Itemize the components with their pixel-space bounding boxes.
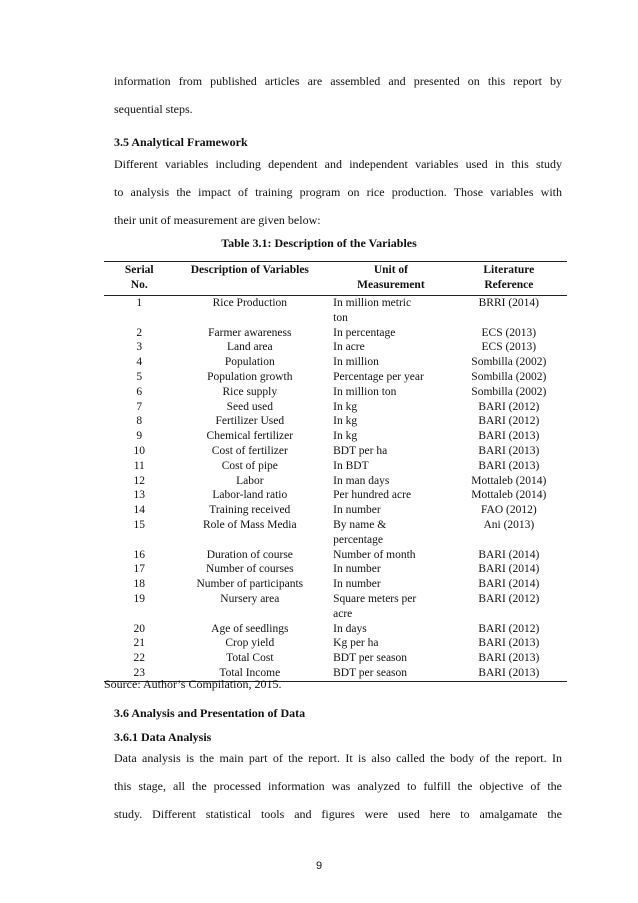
cell-unit (325, 488, 451, 503)
cell-description (174, 370, 325, 385)
cell-unit-text: In million ton (333, 385, 397, 398)
table-header-row (104, 262, 567, 296)
header-description: Description of Variables (190, 264, 309, 276)
table-row (104, 459, 567, 474)
cell-description (174, 459, 325, 474)
table-row (104, 548, 567, 563)
table-source: Source: Author’s Compilation, 2015. (104, 677, 282, 691)
cell-serial (104, 414, 174, 429)
table-row (104, 562, 567, 577)
cell-unit-text: In BDT (333, 459, 369, 472)
cell-unit-continuation: ton (333, 311, 348, 324)
cell-serial-text: 20 (133, 622, 145, 635)
cell-description (174, 636, 325, 651)
cell-description (174, 622, 325, 637)
cell-serial (104, 518, 174, 548)
cell-unit-text: In number (333, 563, 381, 576)
header-unit-line-2: Measurement (357, 279, 425, 291)
cell-serial (104, 400, 174, 415)
cell-reference-text: BARI (2013) (478, 652, 540, 665)
cell-serial (104, 385, 174, 400)
cell-description (174, 340, 325, 355)
cell-unit (325, 340, 451, 355)
cell-reference (451, 651, 567, 666)
cell-reference-text: BARI (2012) (478, 592, 540, 605)
cell-description-text: Nursery area (220, 592, 280, 605)
section-3-6-heading: 3.6 Analysis and Presentation of Data (114, 706, 306, 720)
cell-serial-text: 12 (133, 474, 145, 487)
cell-unit (325, 474, 451, 489)
cell-unit-text: In kg (333, 415, 358, 428)
cell-description-text: Labor (236, 474, 264, 487)
table-row (104, 370, 567, 385)
cell-serial-text: 22 (133, 652, 145, 665)
cell-reference (451, 459, 567, 474)
cell-description-text: Cost of pipe (221, 459, 278, 472)
cell-reference-text: Ani (2013) (483, 518, 535, 531)
cell-description-text: Population (224, 356, 275, 369)
header-reference-line-2: Reference (484, 279, 534, 291)
cell-description (174, 488, 325, 503)
cell-description (174, 577, 325, 592)
cell-unit (325, 518, 451, 548)
table-caption: Table 3.1: Description of the Variables (221, 236, 417, 250)
cell-serial-text: 3 (136, 341, 143, 354)
cell-description (174, 326, 325, 341)
cell-serial-text: 19 (133, 592, 145, 605)
cell-reference-text: Mottaleb (2014) (471, 474, 547, 487)
cell-description (174, 429, 325, 444)
cell-serial (104, 592, 174, 622)
cell-serial (104, 651, 174, 666)
cell-reference (451, 548, 567, 563)
section-3-5-paragraph (114, 150, 562, 234)
cell-unit-continuation: percentage (333, 533, 383, 546)
table-row (104, 622, 567, 637)
cell-description-text: Labor-land ratio (212, 489, 288, 502)
cell-reference (451, 636, 567, 651)
cell-reference-text: BARI (2013) (478, 444, 540, 457)
cell-serial (104, 636, 174, 651)
cell-unit (325, 577, 451, 592)
cell-unit-text: BDT per season (333, 652, 408, 665)
cell-unit-text: In kg (333, 430, 358, 443)
cell-serial-text: 4 (136, 356, 143, 369)
cell-description-text: Total Cost (226, 652, 274, 665)
cell-reference (451, 429, 567, 444)
cell-serial (104, 503, 174, 518)
cell-unit-text: BDT per ha (333, 444, 388, 457)
header-reference-line-1: Literature (483, 264, 535, 276)
cell-serial-text: 17 (133, 563, 145, 576)
intro-line-1: information from published articles are assembled and presented on this report by (114, 74, 562, 88)
cell-serial-text: 9 (136, 430, 143, 443)
section-3-5-heading: 3.5 Analytical Framework (114, 135, 248, 149)
table-row (104, 340, 567, 355)
cell-reference-text: BARI (2012) (478, 622, 540, 635)
cell-unit (325, 429, 451, 444)
intro-paragraph (114, 67, 562, 123)
cell-unit (325, 592, 451, 622)
cell-reference (451, 592, 567, 622)
cell-serial-text: 11 (133, 459, 145, 472)
table-row (104, 429, 567, 444)
cell-reference (451, 577, 567, 592)
cell-reference-text: BARI (2013) (478, 666, 540, 679)
cell-reference-text: ECS (2013) (481, 341, 537, 354)
cell-serial-text: 1 (136, 297, 143, 309)
header-serial-line-2: No. (130, 279, 148, 291)
cell-serial (104, 370, 174, 385)
cell-serial (104, 459, 174, 474)
cell-serial-text: 5 (136, 370, 143, 383)
cell-serial-text: 21 (133, 637, 145, 650)
cell-unit (325, 370, 451, 385)
cell-reference (451, 340, 567, 355)
cell-serial (104, 622, 174, 637)
table-body (104, 296, 567, 682)
cell-serial (104, 296, 174, 326)
cell-serial (104, 577, 174, 592)
cell-reference-text: ECS (2013) (481, 326, 537, 339)
cell-description (174, 548, 325, 563)
cell-serial-text: 6 (136, 385, 143, 398)
section-3-6-paragraph (114, 744, 562, 828)
cell-serial (104, 444, 174, 459)
cell-description-text: Fertilizer Used (215, 415, 285, 428)
section-3-6-line-1: Data analysis is the main part of the report. It is also called the body of the report. In (114, 751, 562, 765)
cell-unit (325, 400, 451, 415)
table-row (104, 577, 567, 592)
variables-table (104, 261, 567, 682)
cell-reference-text: Sombilla (2002) (471, 356, 547, 369)
cell-description (174, 444, 325, 459)
cell-description (174, 518, 325, 548)
cell-serial-text: 2 (136, 326, 143, 339)
cell-description (174, 400, 325, 415)
cell-serial-text: 10 (133, 444, 145, 457)
cell-unit-text: Number of month (333, 548, 416, 561)
cell-unit (325, 503, 451, 518)
cell-serial-text: 8 (136, 415, 143, 428)
cell-description-text: Crop yield (225, 637, 275, 650)
cell-unit (325, 666, 451, 681)
cell-unit-text: In kg (333, 400, 358, 413)
cell-serial-text: 18 (133, 578, 145, 591)
cell-description (174, 562, 325, 577)
cell-unit-text: In man days (333, 474, 390, 487)
cell-reference (451, 326, 567, 341)
cell-reference-text: FAO (2012) (480, 504, 537, 517)
cell-serial-text: 16 (133, 548, 145, 561)
table-row (104, 651, 567, 666)
section-3-5-line-3: their unit of measurement are given below: (114, 213, 321, 227)
cell-unit-text: By name & (333, 518, 387, 531)
cell-description-text: Number of courses (206, 563, 294, 576)
cell-unit-text: In acre (333, 341, 365, 354)
table-row (104, 414, 567, 429)
cell-unit (325, 636, 451, 651)
cell-reference (451, 444, 567, 459)
table-row (104, 592, 567, 622)
table-row (104, 518, 567, 548)
cell-description-text: Total Income (219, 666, 281, 679)
cell-reference-text: Sombilla (2002) (471, 370, 547, 383)
cell-description-text: Chemical fertilizer (206, 430, 294, 443)
cell-serial-text: 15 (133, 518, 145, 531)
cell-unit-text: BDT per season (333, 666, 408, 679)
header-serial (104, 262, 174, 296)
cell-unit (325, 326, 451, 341)
cell-reference (451, 666, 567, 681)
cell-unit-text: In million (333, 356, 379, 369)
cell-reference (451, 562, 567, 577)
cell-unit-text: In number (333, 504, 381, 517)
page-number: 9 (315, 860, 323, 872)
cell-reference-text: BARI (2014) (478, 548, 540, 561)
cell-reference (451, 622, 567, 637)
cell-unit (325, 562, 451, 577)
cell-reference (451, 503, 567, 518)
cell-serial-text: 7 (136, 400, 143, 413)
cell-reference-text: Mottaleb (2014) (471, 489, 547, 502)
cell-reference (451, 400, 567, 415)
cell-reference-text: BARI (2012) (478, 415, 540, 428)
table-row (104, 385, 567, 400)
cell-description (174, 592, 325, 622)
cell-serial (104, 562, 174, 577)
table-row (104, 636, 567, 651)
cell-description (174, 651, 325, 666)
cell-unit-text: In million metric (333, 297, 412, 309)
cell-serial (104, 474, 174, 489)
cell-unit-continuation: acre (333, 607, 353, 620)
cell-description-text: Training received (209, 504, 291, 517)
cell-serial (104, 488, 174, 503)
cell-unit (325, 296, 451, 326)
cell-reference-text: BRRI (2014) (478, 297, 540, 309)
cell-unit (325, 548, 451, 563)
cell-reference (451, 518, 567, 548)
table-row (104, 474, 567, 489)
header-unit (325, 262, 451, 296)
table-row (104, 488, 567, 503)
cell-unit-text: Per hundred acre (333, 489, 412, 502)
cell-serial (104, 355, 174, 370)
cell-serial-text: 14 (133, 504, 145, 517)
cell-description-text: Role of Mass Media (203, 518, 297, 531)
cell-reference-text: BARI (2013) (478, 430, 540, 443)
section-3-6-line-2: this stage, all the processed information was analyzed to fulfill the objective of the (114, 779, 562, 793)
cell-description-text: Farmer awareness (208, 326, 292, 339)
cell-unit (325, 651, 451, 666)
cell-unit (325, 444, 451, 459)
cell-description (174, 474, 325, 489)
cell-unit-text: Percentage per year (333, 370, 424, 383)
cell-unit (325, 414, 451, 429)
cell-reference (451, 296, 567, 326)
table-row (104, 326, 567, 341)
cell-serial (104, 326, 174, 341)
cell-reference (451, 488, 567, 503)
cell-reference-text: BARI (2012) (478, 400, 540, 413)
cell-reference-text: BARI (2014) (478, 578, 540, 591)
table-row (104, 355, 567, 370)
header-serial-line-1: Serial (124, 264, 154, 276)
cell-reference-text: Sombilla (2002) (471, 385, 547, 398)
cell-description-text: Cost of fertilizer (211, 444, 288, 457)
cell-unit (325, 459, 451, 474)
cell-description-text: Rice Production (212, 297, 288, 309)
cell-description (174, 503, 325, 518)
cell-reference (451, 414, 567, 429)
cell-reference (451, 370, 567, 385)
cell-description (174, 296, 325, 326)
cell-reference-text: BARI (2013) (478, 637, 540, 650)
section-3-6-1-subheading: 3.6.1 Data Analysis (114, 730, 212, 744)
section-3-5-line-2: to analysis the impact of training program on rice production. Those variables with (114, 185, 562, 199)
intro-line-2: sequential steps. (114, 102, 193, 116)
cell-description-text: Land area (226, 341, 273, 354)
table-row (104, 503, 567, 518)
cell-description-text: Age of seedlings (211, 622, 289, 635)
cell-description (174, 414, 325, 429)
cell-serial-text: 23 (133, 666, 145, 679)
cell-description-text: Seed used (226, 400, 273, 413)
header-reference (451, 262, 567, 296)
cell-reference-text: BARI (2013) (478, 459, 540, 472)
cell-unit-text: Kg per ha (333, 637, 379, 650)
cell-serial-text: 13 (133, 489, 145, 502)
cell-serial (104, 340, 174, 355)
cell-reference (451, 474, 567, 489)
cell-unit (325, 355, 451, 370)
section-3-6-line-3: study. Different statistical tools and figures were used here to amalgamate the (114, 807, 562, 821)
cell-unit (325, 385, 451, 400)
cell-unit-text: In percentage (333, 326, 396, 339)
cell-reference-text: BARI (2014) (478, 563, 540, 576)
cell-unit-text: In days (333, 622, 367, 635)
cell-unit-text: Square meters per (333, 592, 417, 605)
cell-unit-text: In number (333, 578, 381, 591)
cell-reference (451, 355, 567, 370)
cell-description (174, 385, 325, 400)
cell-unit (325, 622, 451, 637)
table-row (104, 444, 567, 459)
cell-description-text: Number of participants (196, 578, 304, 591)
cell-description-text: Population growth (207, 370, 293, 383)
section-3-5-line-1: Different variables including dependent and independent variables used in this study (114, 157, 562, 171)
cell-serial (104, 429, 174, 444)
cell-reference (451, 385, 567, 400)
cell-description (174, 355, 325, 370)
cell-description-text: Rice supply (222, 385, 278, 398)
cell-serial (104, 548, 174, 563)
table-row (104, 400, 567, 415)
table-row (104, 296, 567, 326)
header-unit-line-1: Unit of (373, 264, 408, 276)
cell-description-text: Duration of course (206, 548, 293, 561)
